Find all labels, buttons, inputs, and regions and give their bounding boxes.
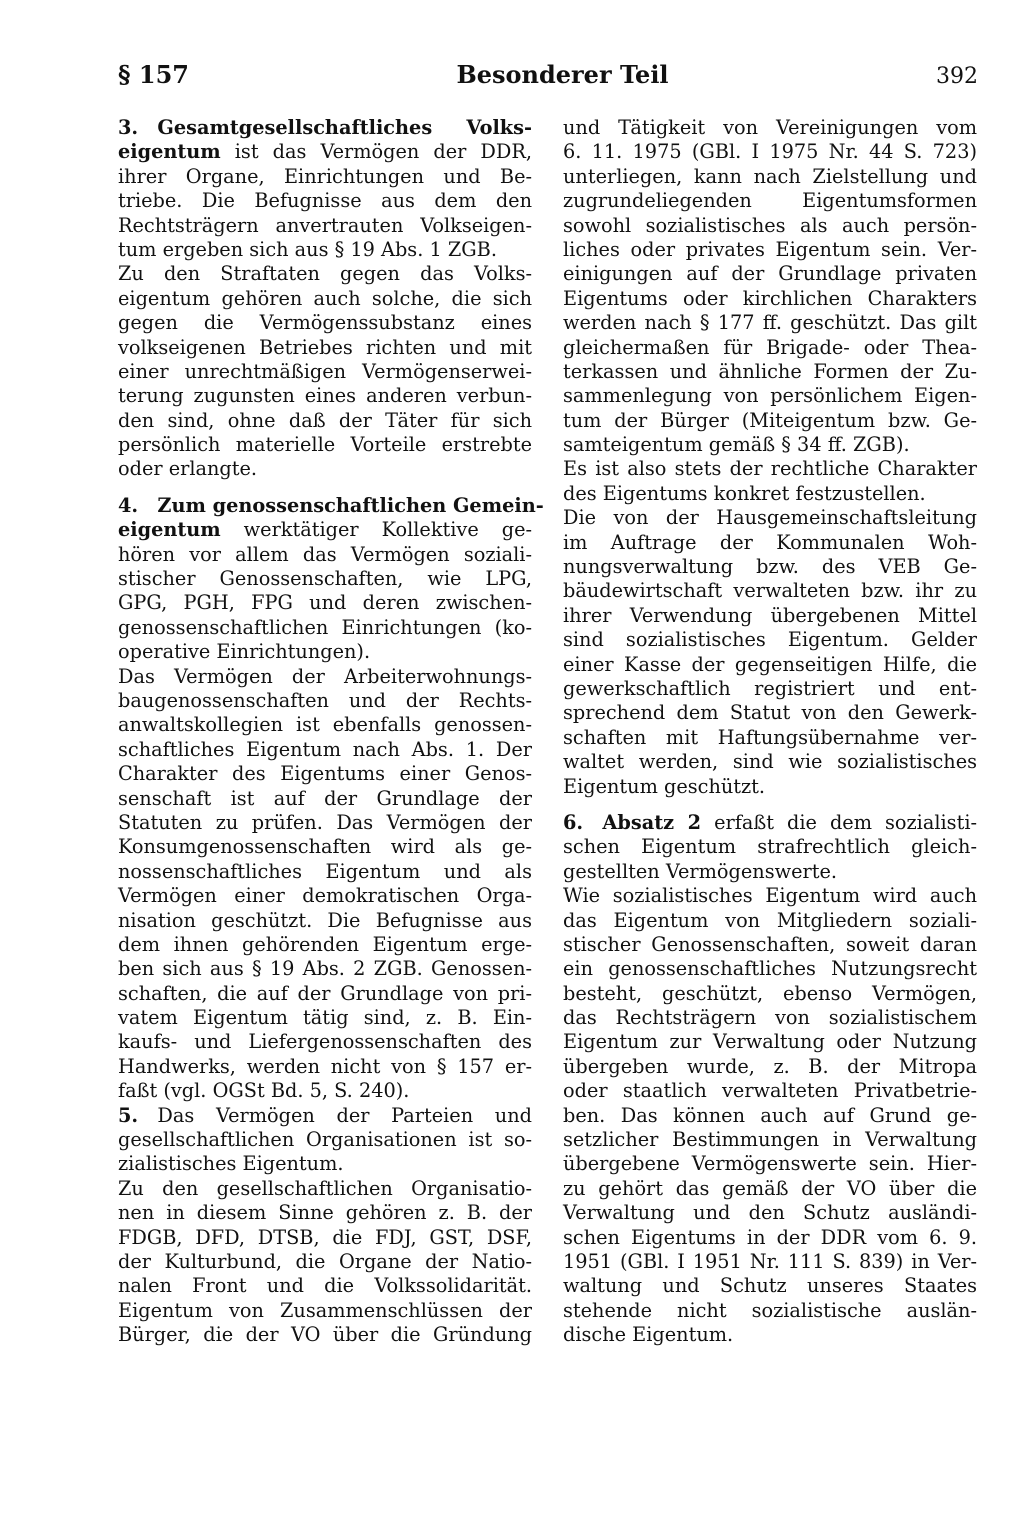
line-text: gestellten Vermögenswerte.	[563, 859, 838, 883]
line-text: das Eigentum von Mitgliedern soziali-	[563, 908, 977, 932]
text-line	[118, 140, 532, 164]
text-line	[118, 884, 532, 908]
text-line	[118, 1055, 532, 1079]
text-line	[563, 982, 977, 1006]
paragraph-number: 5.	[118, 1103, 158, 1127]
bold-term: eigentum	[118, 140, 221, 164]
text-line	[118, 287, 532, 311]
text-line	[118, 762, 532, 786]
left-text-column	[118, 116, 544, 1348]
line-text: samteigentum gemäß § 34 ff. ZGB).	[563, 433, 910, 457]
text-line	[118, 518, 532, 542]
text-line	[563, 1323, 977, 1347]
text-line	[563, 1055, 977, 1079]
paragraph-number: 6.	[563, 810, 603, 834]
line-text: waltet werden, sind wie sozialistisches	[563, 750, 977, 774]
text-line	[563, 482, 977, 506]
line-text: Eigentum von Zusammenschlüssen der	[118, 1298, 532, 1322]
line-text: schaften, die auf der Grundlage von pri-	[118, 981, 532, 1005]
line-text: besteht, geschützt, ebenso Vermögen,	[563, 981, 977, 1005]
text-line	[563, 384, 977, 408]
line-text: und Tätigkeit von Vereinigungen vom	[563, 116, 977, 139]
text-line	[563, 189, 977, 213]
text-line	[118, 860, 532, 884]
text-line	[563, 604, 977, 628]
line-text: setzlicher Bestimmungen in Verwaltung	[563, 1128, 977, 1152]
line-text: hören vor allem das Vermögen soziali-	[118, 542, 532, 566]
line-text: terkassen und ähnliche Formen der Zu-	[563, 359, 977, 383]
line-text: nen in diesem Sinne gehören z. B. der	[118, 1201, 532, 1225]
text-line	[118, 189, 532, 213]
text-line	[118, 214, 532, 238]
text-line	[118, 493, 544, 518]
line-text: kaufs- und Liefergenossenschaften des	[118, 1030, 532, 1054]
line-text: übergebene Vermögenswerte sein. Hier-	[563, 1152, 977, 1176]
text-line	[563, 1250, 977, 1274]
text-line	[563, 860, 977, 884]
text-line	[118, 1226, 532, 1250]
line-text: sprechend dem Statut von den Gewerk-	[563, 701, 977, 725]
line-text: bäudewirtschaft verwalteten bzw. ihr zu	[563, 579, 977, 603]
text-line	[563, 287, 977, 311]
line-text: Eigentum zur Verwaltung oder Nutzung	[563, 1030, 977, 1054]
line-text: Wie sozialistisches Eigentum wird auch	[563, 884, 977, 908]
line-text: der Kulturbund, die Organe der Natio-	[118, 1249, 532, 1273]
text-line	[563, 1201, 977, 1225]
line-text: ein genossenschaftliches Nutzungsrecht	[563, 957, 977, 981]
text-line	[563, 1274, 977, 1298]
text-line	[118, 616, 532, 640]
text-line	[118, 409, 532, 433]
line-text: Charakter des Eigentums einer Genos-	[118, 762, 532, 786]
line-text: schen Eigentums in der DDR vom 6. 9.	[563, 1225, 977, 1249]
text-line	[563, 457, 977, 481]
line-text: triebe. Die Befugnisse aus dem den	[118, 189, 532, 213]
line-text: das Rechtsträgern von sozialistischem	[563, 1006, 977, 1030]
paragraph-gap	[118, 482, 532, 494]
line-text: liches oder privates Eigentum sein. Ver-	[563, 237, 977, 261]
bold-term: eigentum	[118, 518, 221, 542]
line-text: Das Vermögen der Parteien und	[157, 1103, 532, 1127]
text-line	[118, 1006, 532, 1030]
line-text: stischer Genossenschaften, soweit daran	[563, 932, 977, 956]
line-text: tum der Bürger (Miteigentum bzw. Ge-	[563, 408, 977, 432]
text-line	[563, 1104, 977, 1128]
text-line	[563, 165, 977, 189]
line-text: einer Kasse der gegenseitigen Hilfe, die	[563, 652, 977, 676]
line-text: Zu den Straftaten gegen das Volks-	[118, 262, 532, 286]
bold-term: Gesamtgesellschaftliches Volks-	[157, 116, 532, 139]
line-text: Es ist also stets der rechtliche Charakter	[563, 457, 977, 481]
text-line	[118, 543, 532, 567]
line-text: Bürger, die der VO über die Gründung	[118, 1323, 532, 1347]
line-text: Statuten zu prüfen. Das Vermögen der	[118, 810, 532, 834]
line-text: einer unrechtmäßigen Vermögenserwei-	[118, 359, 532, 383]
line-text: genossenschaftlichen Einrichtungen (ko-	[118, 615, 532, 639]
text-line	[118, 311, 532, 335]
text-line	[563, 360, 977, 384]
text-line	[118, 1201, 532, 1225]
line-text: zialistisches Eigentum.	[118, 1152, 344, 1176]
text-line	[563, 433, 977, 457]
line-text: gewerkschaftlich registriert und ent-	[563, 676, 977, 700]
text-line	[118, 567, 532, 591]
text-line	[563, 933, 977, 957]
text-line	[563, 726, 977, 750]
line-text: sind sozialistisches Eigentum. Gelder	[563, 628, 977, 652]
line-text: werden nach § 177 ff. geschützt. Das gilt	[563, 311, 977, 335]
bold-term: Zum genossenschaftlichen Gemein-	[157, 493, 544, 517]
right-text-column	[563, 116, 977, 1348]
text-line	[118, 165, 532, 189]
text-line	[563, 750, 977, 774]
section-number: § 157	[118, 60, 190, 89]
line-text: ihrer Organe, Einrichtungen und Be-	[118, 164, 532, 188]
line-text: ihrer Verwendung übergebenen Mittel	[563, 603, 977, 627]
text-line	[118, 336, 532, 360]
text-line	[118, 1079, 532, 1103]
text-line	[118, 1274, 532, 1298]
line-text: Die von der Hausgemeinschaftsleitung	[563, 506, 977, 530]
text-line	[118, 640, 532, 664]
text-line	[118, 262, 532, 286]
paragraph-gap	[563, 799, 977, 811]
page-number: 392	[936, 64, 978, 89]
text-line	[118, 835, 532, 859]
line-text: persönlich materielle Vorteile erstrebte	[118, 433, 532, 457]
line-text: FDGB, DFD, DTSB, die FDJ, GST, DSF,	[118, 1225, 532, 1249]
text-line	[118, 116, 532, 140]
text-line	[563, 701, 977, 725]
line-text: nossenschaftliches Eigentum und als	[118, 859, 532, 883]
line-text: sowohl sozialistisches als auch persön-	[563, 213, 977, 237]
line-text: Vermögen einer demokratischen Orga-	[118, 884, 532, 908]
line-text: tum ergeben sich aus § 19 Abs. 1 ZGB.	[118, 237, 497, 261]
line-text: GPG, PGH, FPG und deren zwischen-	[118, 591, 532, 615]
line-text: anwaltskollegien ist ebenfalls genossen-	[118, 713, 532, 737]
text-line	[118, 1250, 532, 1274]
text-line	[118, 811, 532, 835]
line-text: nalen Front und die Volkssolidarität.	[118, 1274, 532, 1298]
text-line	[563, 311, 977, 335]
running-title: Besonderer Teil	[456, 60, 669, 89]
line-text: des Eigentums konkret festzustellen.	[563, 481, 926, 505]
text-line	[563, 909, 977, 933]
line-text: den sind, ohne daß der Täter für sich	[118, 408, 532, 432]
line-text: schen Eigentum strafrechtlich gleich-	[563, 835, 977, 859]
text-line	[563, 1177, 977, 1201]
text-line	[563, 238, 977, 262]
line-text: Verwaltung und den Schutz ausländi-	[563, 1201, 977, 1225]
text-line	[118, 1104, 532, 1128]
text-line	[118, 1177, 532, 1201]
text-line	[563, 116, 977, 140]
line-text: volkseigenen Betriebes richten und mit	[118, 335, 532, 359]
line-text: dem ihnen gehörenden Eigentum erge-	[118, 932, 532, 956]
text-line	[118, 665, 532, 689]
text-line	[118, 933, 532, 957]
line-text: Eigentum geschützt.	[563, 774, 766, 798]
line-text: zugrundeliegenden Eigentumsformen	[563, 189, 977, 213]
line-text: eigentum gehören auch solche, die sich	[118, 286, 532, 310]
text-line	[118, 957, 532, 981]
paragraph-number: 4.	[118, 493, 158, 517]
text-line	[118, 1030, 532, 1054]
text-line	[563, 409, 977, 433]
line-text: gegen die Vermögenssubstanz eines	[118, 311, 532, 335]
text-line	[563, 1128, 977, 1152]
line-text: operative Einrichtungen).	[118, 640, 371, 664]
text-line	[563, 677, 977, 701]
text-line	[563, 811, 977, 835]
text-line	[118, 1299, 532, 1323]
line-text: terung zugunsten eines anderen verbun-	[118, 384, 532, 408]
line-text: Konsumgenossenschaften wird als ge-	[118, 835, 532, 859]
line-text: zu gehört das gemäß der VO über die	[563, 1176, 977, 1200]
line-text: ist das Vermögen der DDR,	[220, 140, 532, 164]
line-text: vatem Eigentum tätig sind, z. B. Ein-	[118, 1006, 532, 1030]
text-line	[563, 140, 977, 164]
text-line	[563, 957, 977, 981]
text-line	[563, 628, 977, 652]
line-text: senschaft ist auf der Grundlage der	[118, 786, 532, 810]
line-text: werktätiger Kollektive ge-	[220, 518, 532, 542]
line-text: Das Vermögen der Arbeiterwohnungs-	[118, 664, 532, 688]
bold-term: Absatz 2	[602, 810, 702, 834]
text-line	[563, 579, 977, 603]
text-line	[118, 1128, 532, 1152]
text-line	[563, 262, 977, 286]
line-text: oder staatlich verwalteten Privatbetrie-	[563, 1079, 977, 1103]
line-text: gesellschaftlichen Organisationen ist so-	[118, 1128, 532, 1152]
line-text: Zu den gesellschaftlichen Organisatio-	[118, 1176, 532, 1200]
line-text: oder erlangte.	[118, 457, 258, 481]
page-header	[118, 60, 978, 94]
line-text: sammenlegung von persönlichem Eigen-	[563, 384, 977, 408]
text-line	[118, 384, 532, 408]
text-line	[118, 457, 532, 481]
text-line	[118, 982, 532, 1006]
line-text: schaftliches Eigentum nach Abs. 1. Der	[118, 737, 532, 761]
text-line	[563, 506, 977, 530]
text-line	[563, 1079, 977, 1103]
line-text: baugenossenschaften und der Rechts-	[118, 688, 532, 712]
text-line	[118, 1152, 532, 1176]
text-line	[563, 1226, 977, 1250]
text-line	[563, 214, 977, 238]
text-line	[563, 1299, 977, 1323]
line-text: stischer Genossenschaften, wie LPG,	[118, 567, 532, 591]
text-line	[118, 713, 532, 737]
text-line	[563, 653, 977, 677]
line-text: nungsverwaltung bzw. des VEB Ge-	[563, 555, 977, 579]
line-text: im Auftrage der Kommunalen Woh-	[563, 530, 977, 554]
text-line	[563, 1030, 977, 1054]
text-line	[118, 1323, 532, 1347]
text-line	[118, 591, 532, 615]
line-text: gleichermaßen für Brigade- oder Thea-	[563, 335, 977, 359]
line-text: 1951 (GBl. I 1951 Nr. 111 S. 839) in Ver-	[563, 1249, 977, 1273]
text-line	[563, 1152, 977, 1176]
text-line	[118, 909, 532, 933]
line-text: waltung und Schutz unseres Staates	[563, 1274, 977, 1298]
line-text: 6. 11. 1975 (GBl. I 1975 Nr. 44 S. 723)	[563, 140, 977, 164]
text-line	[118, 238, 532, 262]
line-text: schaften mit Haftungsübernahme ver-	[563, 725, 977, 749]
line-text: einigungen auf der Grundlage privaten	[563, 262, 977, 286]
line-text: stehende nicht sozialistische auslän-	[563, 1298, 977, 1322]
text-line	[563, 835, 977, 859]
text-line	[563, 531, 977, 555]
text-line	[563, 1006, 977, 1030]
line-text: Eigentums oder kirchlichen Charakters	[563, 286, 977, 310]
line-text: unterliegen, kann nach Zielstellung und	[563, 164, 977, 188]
text-line	[118, 360, 532, 384]
paragraph-number: 3.	[118, 116, 158, 139]
text-line	[563, 775, 977, 799]
line-text: Rechtsträgern anvertrauten Volkseigen-	[118, 213, 532, 237]
line-text: Handwerks, werden nicht von § 157 er-	[118, 1054, 532, 1078]
line-text: faßt (vgl. OGSt Bd. 5, S. 240).	[118, 1079, 410, 1103]
line-text: dische Eigentum.	[563, 1323, 734, 1347]
text-line	[563, 336, 977, 360]
text-line	[118, 433, 532, 457]
text-line	[563, 555, 977, 579]
line-text: erfaßt die dem sozialisti-	[701, 810, 977, 834]
line-text: ben sich aus § 19 Abs. 2 ZGB. Genossen-	[118, 957, 532, 981]
line-text: ben. Das können auch auf Grund ge-	[563, 1103, 977, 1127]
text-line	[118, 738, 532, 762]
text-line	[118, 689, 532, 713]
line-text: übergeben wurde, z. B. der Mitropa	[563, 1054, 977, 1078]
text-line	[118, 787, 532, 811]
line-text: nisation geschützt. Die Befugnisse aus	[118, 908, 532, 932]
text-line	[563, 884, 977, 908]
